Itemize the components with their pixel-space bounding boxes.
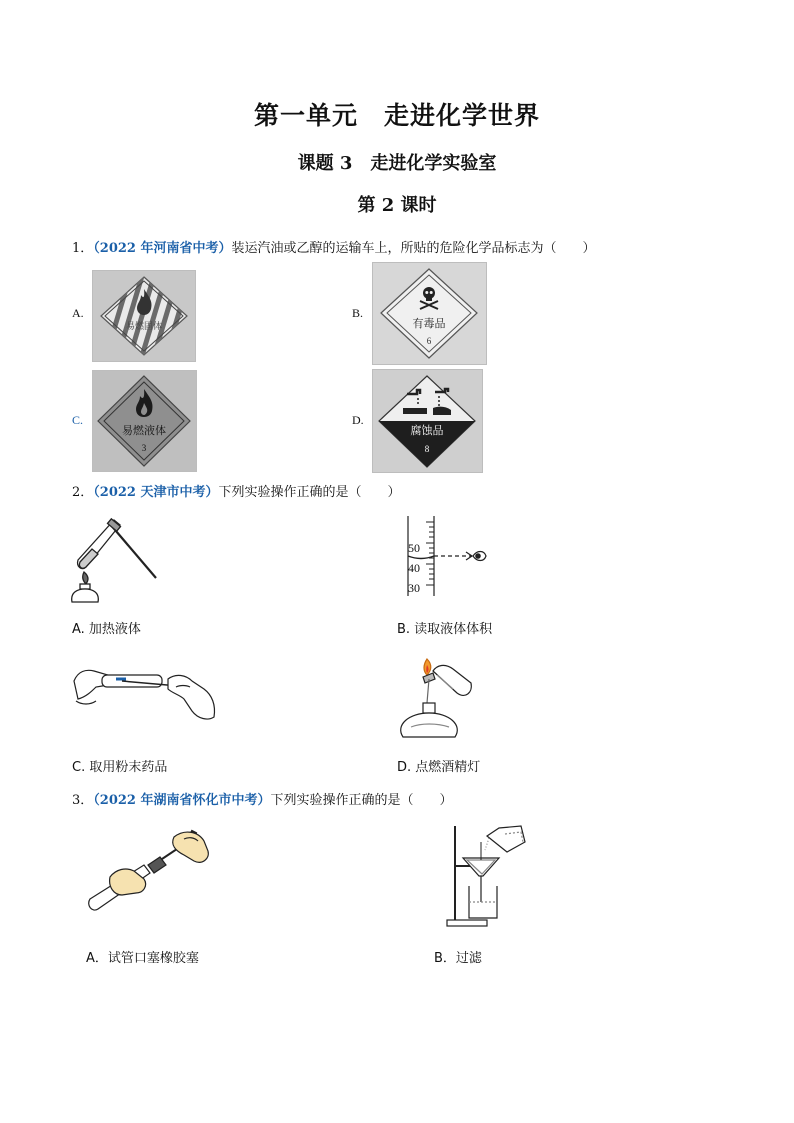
question-text: 下列实验操作正确的是（ ）: [218, 485, 401, 500]
question-source: （2022 天津市中考）: [93, 485, 219, 500]
period-title: 第 2 课时: [357, 195, 437, 216]
hazard-sign-corrosive: [372, 369, 483, 473]
tick-label-50: 50: [408, 541, 420, 555]
stopper-insertion-icon: [88, 825, 218, 913]
tick-label-30: 30: [408, 581, 420, 595]
q1-option-b-letter: B.: [352, 306, 364, 320]
q3-option-a-label: A．试管口塞橡胶塞: [86, 951, 199, 966]
q1-option-c-letter: C.: [72, 413, 84, 427]
sign-text: 腐蚀品: [410, 424, 444, 437]
hazard-sign-flammable-liquid: [92, 370, 197, 472]
question-source: （2022 年河南省中考）: [93, 241, 232, 256]
q2-option-c-label: C. 取用粉末药品: [72, 760, 168, 775]
hazard-sign-toxic: [372, 262, 487, 365]
question-number: 3．: [72, 793, 94, 808]
test-tube-heating-icon: [70, 512, 162, 604]
sign-text: 有毒品: [412, 317, 446, 330]
question-number: 1．: [72, 241, 94, 256]
question-text: 下列实验操作正确的是（ ）: [270, 793, 453, 808]
unit-title: 第一单元 走进化学世界: [253, 101, 540, 130]
question-3-stem: [72, 789, 453, 808]
cylinder-tick-labels: [408, 538, 420, 598]
alcohol-lamp-lighting-icon: [393, 653, 481, 739]
q3-option-b-label: B．过滤: [434, 951, 482, 966]
question-source: （2022 年湖南省怀化市中考）: [93, 793, 271, 808]
q1-option-a-letter: A.: [72, 306, 84, 320]
sign-class-number: 3: [141, 443, 147, 453]
lesson-title: 课题 3 走进化学实验室: [297, 153, 497, 174]
q1-option-d-letter: D.: [352, 413, 364, 427]
sign-class-number: 6: [426, 336, 432, 346]
question-1-stem: [72, 237, 596, 256]
tick-label-40: 40: [408, 561, 420, 575]
question-2-stem: [72, 481, 401, 500]
sign-class-number: 8: [424, 444, 430, 454]
sign-text: 易燃液体: [122, 424, 166, 437]
powder-sampling-icon: [72, 661, 218, 731]
question-text: 装运汽油或乙醇的运输车上，所贴的危险化学品标志为（ ）: [231, 241, 596, 256]
q2-option-a-label: A. 加热液体: [72, 622, 141, 637]
hazard-sign-flammable-solid: [92, 270, 196, 362]
filtration-icon: [443, 822, 527, 928]
eye-icon: [473, 552, 486, 561]
question-number: 2．: [72, 485, 94, 500]
sign-text: 易燃固体: [125, 322, 163, 332]
q2-option-b-label: B. 读取液体体积: [397, 622, 493, 637]
q2-option-d-label: D. 点燃酒精灯: [397, 760, 481, 775]
